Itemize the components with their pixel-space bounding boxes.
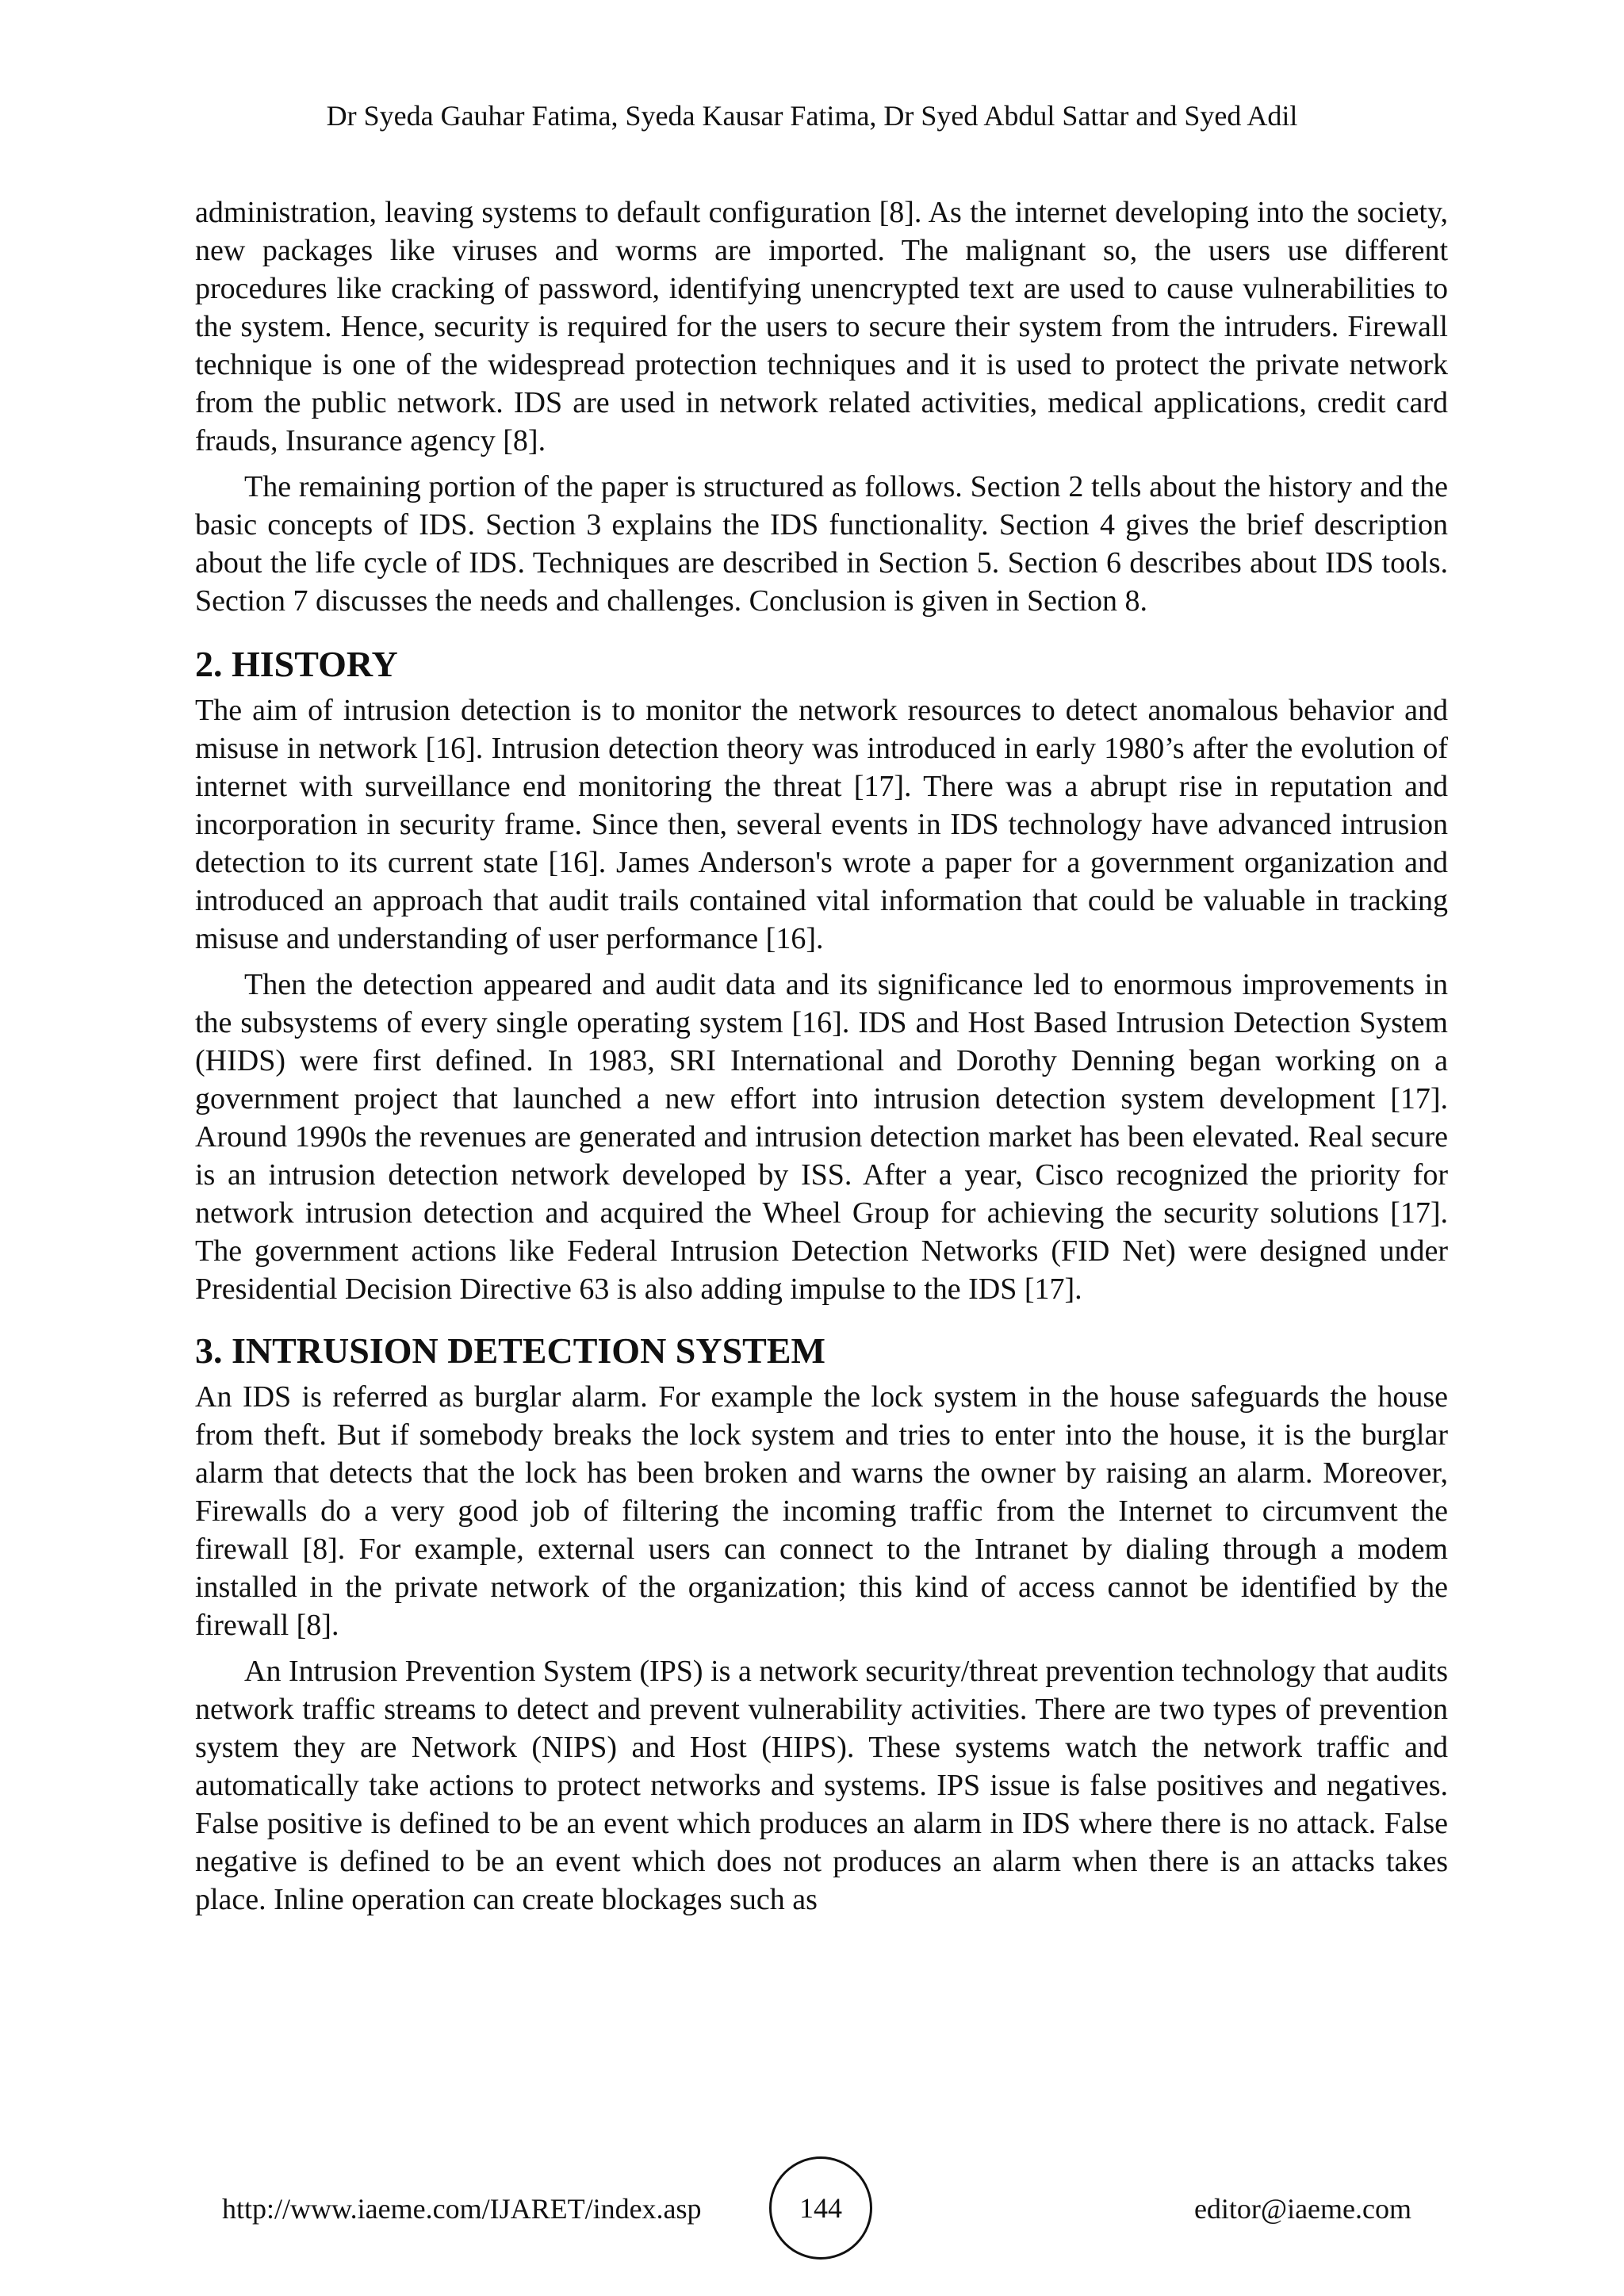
page-number: 144: [799, 2192, 842, 2224]
section-heading-history: 2. HISTORY: [195, 644, 398, 684]
ids-paragraph-2: An Intrusion Prevention System (IPS) is a network security/threat prevention technology that audits network traffic streams to detect and prevent vulnerability activities. There are two types of prevention system they are Network (NIPS) and Host (HIPS). These systems watch the network traffic and automatically take actions to protect networks and systems. IPS issue is false positives and negatives. False positive is defined to be an event which produces an alarm in IDS where there is no attack. False negative is defined to be an event which does not produces an alarm when there is an attacks takes place. Inline operation can create blockages such as: [195, 1655, 1448, 1916]
intro-paragraph-1: administration, leaving systems to default configuration [8]. As the internet developing into the society, new packages like viruses and worms are imported. The malignant so, the users use different procedures like cracking of password, identifying unencrypted text are used to cause vulnerabilities to the system. Hence, security is required for the users to secure their system from the intruders. Firewall technique is one of the widespread protection techniques and it is used to protect the private network from the public network. IDS are used in network related activities, medical applications, credit card frauds, Insurance agency [8].: [195, 196, 1448, 457]
history-paragraph-1: The aim of intrusion detection is to monitor the network resources to detect anomalous behavior and misuse in network [16]. Intrusion detection theory was introduced in early 1980’s after the evolution of internet with surveillance end monitoring the threat [17]. There was a abrupt rise in reputation and incorporation in security frame. Since then, several events in IDS technology have advanced intrusion detection to its current state [16]. James Anderson's wrote a paper for a government organization and introduced an approach that audit trails contained vital information that could be valuable in tracking misuse and understanding of user performance [16].: [195, 694, 1448, 955]
ids-paragraph-1: An IDS is referred as burglar alarm. For example the lock system in the house safeguards the house from theft. But if somebody breaks the lock system and tries to enter into the house, it is the burglar alarm that detects that the lock has been broken and warns the owner by raising an alarm. Moreover, Firewalls do a very good job of filtering the incoming traffic from the Internet to circumvent the firewall [8]. For example, external users can connect to the Intranet by dialing through a modem installed in the private network of the organization; this kind of access cannot be identified by the firewall [8].: [195, 1380, 1448, 1642]
running-header: Dr Syeda Gauhar Fatima, Syeda Kausar Fatima, Dr Syed Abdul Sattar and Syed Adil: [326, 100, 1298, 132]
history-paragraph-2: Then the detection appeared and audit data and its significance led to enormous improvements in the subsystems of every single operating system [16]. IDS and Host Based Intrusion Detection System (HIDS) were first defined. In 1983, SRI International and Dorothy Denning began working on a government project that launched a new effort into intrusion detection system development [17]. Around 1990s the revenues are generated and intrusion detection market has been elevated. Real secure is an intrusion detection network developed by ISS. After a year, Cisco recognized the priority for network intrusion detection and acquired the Wheel Group for achieving the security solutions [17]. The government actions like Federal Intrusion Detection Networks (FID Net) were designed under Presidential Decision Directive 63 is also adding impulse to the IDS [17].: [195, 968, 1448, 1306]
intro-paragraph-2: The remaining portion of the paper is structured as follows. Section 2 tells about the history and the basic concepts of IDS. Section 3 explains the IDS functionality. Section 4 gives the brief description about the life cycle of IDS. Techniques are described in Section 5. Section 6 describes about IDS tools. Section 7 discusses the needs and challenges. Conclusion is given in Section 8.: [195, 470, 1448, 618]
footer-journal-link[interactable]: http://www.iaeme.com/IJARET/index.asp: [222, 2193, 702, 2225]
page-body: [195, 193, 1448, 1919]
footer-email-link[interactable]: editor@iaeme.com: [1193, 2193, 1411, 2225]
section-heading-ids: 3. INTRUSION DETECTION SYSTEM: [195, 1330, 825, 1371]
page-footer: [0, 2156, 1624, 2260]
page-number-badge: [769, 2156, 872, 2260]
